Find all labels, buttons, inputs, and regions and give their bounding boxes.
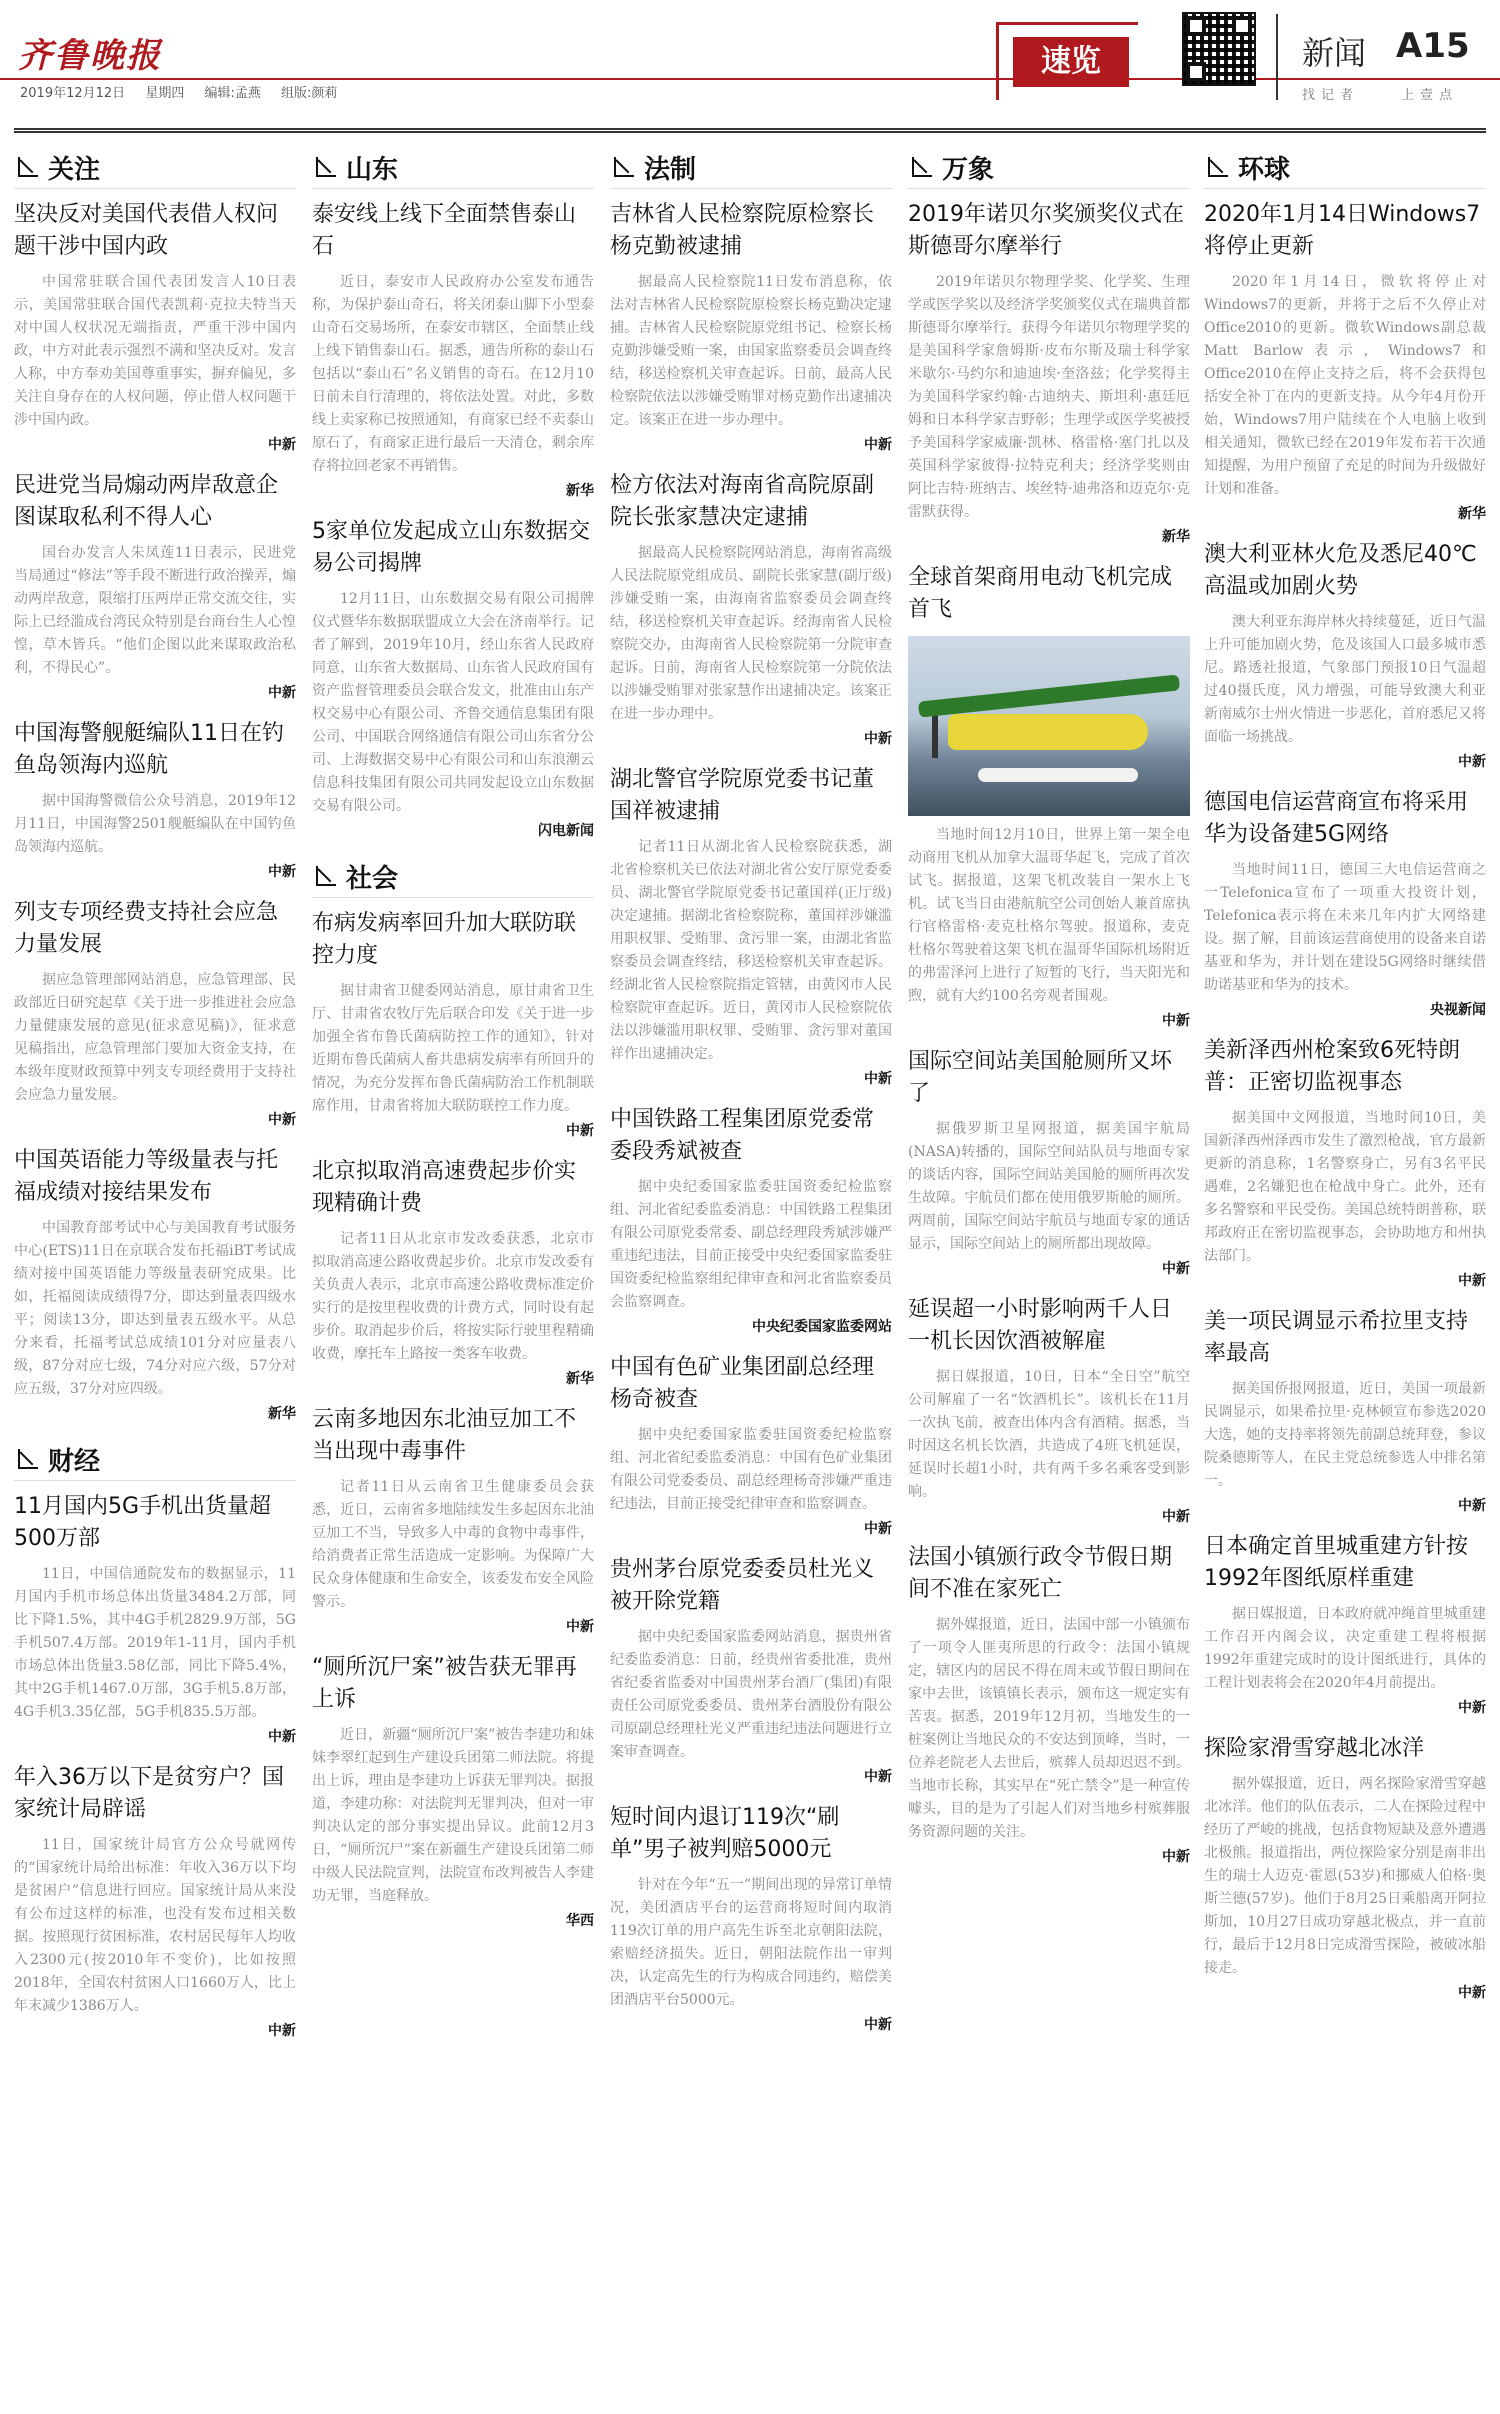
- news-article: [610, 1802, 892, 2034]
- article-body: 当地时间12月10日，世界上第一架全电动商用飞机从加拿大温哥华起飞，完成了首次试飞。据报道，这架飞机改装自一架水上飞机。试飞当日由港航航空公司创始人兼首席执行官格雷格·麦克杜格尔驾驶。报道称，麦克杜格尔驾驶着这架飞机在温哥华国际机场附近的弗雷泽河上进行了短暂的飞行，当天阳光和煦，就有大约100名旁观者围观。: [908, 827, 1190, 1004]
- column-3: [610, 147, 892, 2407]
- article-source: 中新: [1162, 1849, 1190, 1865]
- credit-shangyidian: 上壹点: [1401, 88, 1459, 103]
- article-headline[interactable]: 全球首架商用电动飞机完成首飞: [908, 565, 1173, 622]
- column-1: [14, 147, 296, 2407]
- newspaper-logo: 齐鲁晚报: [18, 36, 162, 76]
- article-headline[interactable]: 探险家滑雪穿越北冰洋: [1204, 1736, 1425, 1761]
- section-corner-icon: [312, 155, 338, 181]
- section-header: [14, 1439, 296, 1481]
- article-source: 中新: [1458, 1700, 1486, 1716]
- news-article: [312, 1156, 594, 1388]
- article-headline[interactable]: 贵州茅台原党委委员杜光义被开除党籍: [610, 1557, 875, 1614]
- article-headline[interactable]: 2019年诺贝尔奖颁奖仪式在斯德哥尔摩举行: [908, 202, 1184, 259]
- news-article: [610, 1104, 892, 1336]
- article-headline[interactable]: 中国铁路工程集团原党委常委段秀斌被查: [610, 1107, 875, 1164]
- electric-seaplane-photo: [908, 636, 1190, 816]
- header-credits: [1302, 84, 1496, 103]
- quick-read-badge: 速览: [1013, 37, 1129, 87]
- article-headline[interactable]: 吉林省人民检察院原检察长杨克勤被逮捕: [610, 202, 875, 259]
- issue-meta: [20, 82, 353, 101]
- news-article: [908, 562, 1190, 1030]
- article-source: 中新: [1458, 1273, 1486, 1289]
- news-article: [1204, 1035, 1486, 1290]
- article-source: 中新: [268, 437, 296, 453]
- news-article: [312, 908, 594, 1140]
- news-article: [312, 1404, 594, 1636]
- article-headline[interactable]: 德国电信运营商宣布将采用华为设备建5G网络: [1204, 790, 1469, 847]
- article-source: 新华: [566, 483, 594, 499]
- article-source: 新华: [566, 1371, 594, 1387]
- article-body: 据甘肃省卫健委网站消息，原甘肃省卫生厅、甘肃省农牧厅先后联合印发《关于进一步加强全省布鲁氏菌病防控工作的通知》，针对近期布鲁氏菌病人畜共患病发病率有所回升的情况，为充分发挥布鲁氏菌病防治工作机制联席作用，甘肃省将加大联防联控工作力度。: [312, 983, 594, 1114]
- section-header: [908, 147, 1190, 189]
- news-article: [610, 1554, 892, 1786]
- section-header: [610, 147, 892, 189]
- article-headline[interactable]: 民进党当局煽动两岸敌意企图谋取私利不得人心: [14, 473, 279, 530]
- article-source: 中新: [864, 731, 892, 747]
- article-headline[interactable]: 美一项民调显示希拉里支持率最高: [1204, 1309, 1469, 1366]
- article-body: 据美国侨报网报道，近日，美国一项最新民调显示，如果希拉里·克林顿宣布参选2020大选，她的支持率将领先前副总统拜登，参议院桑德斯等人，在民主党总统参选人中排名第一。: [1204, 1381, 1486, 1489]
- masthead: [0, 0, 1500, 130]
- section-corner-icon: [14, 155, 40, 181]
- news-article: [1204, 1306, 1486, 1515]
- news-article: [14, 199, 296, 454]
- article-body: 据中央纪委国家监委驻国资委纪检监察组、河北省纪委监委消息：中国有色矿业集团有限公司党委委员、副总经理杨奇涉嫌严重违纪违法，目前正接受纪律审查和监察调查。: [610, 1427, 892, 1512]
- column-2: [312, 147, 594, 2407]
- article-source: 中新: [1458, 1985, 1486, 2001]
- article-headline[interactable]: 美新泽西州枪案致6死特朗普：正密切监视事态: [1204, 1038, 1460, 1095]
- article-headline[interactable]: 坚决反对美国代表借人权问题干涉中国内政: [14, 202, 279, 259]
- article-body: 2019年诺贝尔物理学奖、化学奖、生理学或医学奖以及经济学奖颁奖仪式在瑞典首都斯德哥尔摩举行。获得今年诺贝尔物理学奖的是美国科学家詹姆斯·皮布尔斯及瑞士科学家米歇尔·马约尔和迪迪埃·奎洛兹；化学奖得主为美国科学家约翰·古迪纳夫、斯坦利·惠廷厄姆和日本科学家吉野彰；生理学或医学奖被授予美国科学家威廉·凯林、格雷格·塞门扎以及英国科学家彼得·拉特克利夫；经济学奖则由阿比吉特·班纳吉、埃丝特·迪弗洛和迈克尔·克雷默获得。: [908, 274, 1190, 520]
- article-headline[interactable]: “厕所沉尸案”被告获无罪再上诉: [312, 1655, 577, 1712]
- section-header: [312, 147, 594, 189]
- article-headline[interactable]: 中国海警舰艇编队11日在钓鱼岛领海内巡航: [14, 721, 284, 778]
- article-body: 据外媒报道，近日，两名探险家滑雪穿越北冰洋。他们的队伍表示，二人在探险过程中经历了严峻的挑战，包括食物短缺及意外遭遇北极熊。报道指出，两位探险家分别是南非出生的瑞士人迈克·霍恩(53岁)和挪威人伯格·奥斯兰德(57岁)。他们于8月25日乘船离开阿拉斯加，10月27日成功穿越北极点，并一直前行，最后于12月8日完成滑雪探险，被破冰船接走。: [1204, 1776, 1486, 1976]
- section-title: 社会: [346, 864, 399, 894]
- article-body: 11日，国家统计局官方公众号就网传的“国家统计局给出标准：年收入36万以下均是贫困户”信息进行回应。国家统计局从来没有公布过这样的标准，也没有发布过相关数据。按照现行贫困标准，农村居民每年人均收入2300元(按2010年不变价)，比如按照2018年，全国农村贫困人口1660万人，比上年末减少1386万人。: [14, 1837, 296, 2014]
- article-source: 央视新闻: [1430, 1002, 1486, 1018]
- news-article: [14, 718, 296, 881]
- section-header: [312, 856, 594, 898]
- article-headline[interactable]: 2020年1月14日Windows7将停止更新: [1204, 202, 1481, 259]
- section-title: 法制: [644, 155, 697, 185]
- news-article: [610, 764, 892, 1088]
- article-body: 据最高人民检察院11日发布消息称，依法对吉林省人民检察院原检察长杨克勤决定逮捕。吉林省人民检察院原党组书记、检察长杨克勤涉嫌受贿一案，由国家监察委员会调查终结，移送检察机关审查起诉。日前，最高人民检察院依法以涉嫌受贿罪对杨克勤作出逮捕决定。该案正在进一步办理中。: [610, 274, 892, 428]
- column-5: [1204, 147, 1486, 2407]
- article-source: 中新: [268, 2023, 296, 2039]
- news-article: [1204, 539, 1486, 771]
- article-headline[interactable]: 11月国内5G手机出货量超500万部: [14, 1494, 272, 1551]
- section-title: 关注: [48, 155, 101, 185]
- qr-code-icon[interactable]: [1182, 12, 1256, 86]
- article-headline[interactable]: 延误超一小时影响两千人日一机长因饮酒被解雇: [908, 1297, 1173, 1354]
- article-body: 据中国海警微信公众号消息，2019年12月11日，中国海警2501舰艇编队在中国钓鱼岛领海内巡航。: [14, 793, 296, 855]
- article-source: 中新: [1458, 1498, 1486, 1514]
- editor-credit: 编辑:孟燕: [204, 86, 261, 101]
- article-source: 华西: [566, 1913, 594, 1929]
- article-source: 中新: [566, 1619, 594, 1635]
- header-divider: [1276, 14, 1278, 100]
- section-label: 新闻: [1302, 34, 1367, 72]
- header-rule: [0, 78, 1500, 80]
- layout-credit: 组版:颜莉: [281, 86, 338, 101]
- article-body: 近日，泰安市人民政府办公室发布通告称，为保护泰山奇石，将关闭泰山脚下小型泰山奇石交易场所，在泰安市辖区，全面禁止线上线下销售泰山石。据悉，通告所称的泰山石包括以“泰山石”名义销售的奇石。在12月10日前未自行清理的，将依法处置。对此，多数线上卖家称已按照通知，有商家已经不卖泰山原石了，有商家正进行最后一天清仓，剩余库存将拉回老家不再销售。: [312, 274, 594, 474]
- article-headline[interactable]: 法国小镇颁行政令节假日期间不准在家死亡: [908, 1545, 1173, 1602]
- article-source: 中新: [864, 2017, 892, 2033]
- issue-weekday: 星期四: [145, 86, 185, 101]
- section-corner-icon: [14, 1447, 40, 1473]
- article-body: 据最高人民检察院网站消息，海南省高级人民法院原党组成员、副院长张家慧(副厅级)涉嫌受贿一案，由海南省监察委员会调查终结，移送检察机关审查起诉。经海南省人民检察院交办，由海南省人民检察院第一分院审查起诉。日前，海南省人民检察院第一分院依法以涉嫌受贿罪对张家慧作出逮捕决定。该案正在进一步办理中。: [610, 545, 892, 722]
- news-article: [312, 1652, 594, 1930]
- article-body: 近日，新疆“厕所沉尸案”被告李建功和妹妹李翠红起到生产建设兵团第二师法院。将提出上诉，理由是李建功上诉获无罪判决。据报道，李建功称：对法院判无罪判决，但对一审判决认定的部分事实提出异议。此前12月3日，“厕所沉尸”案在新疆生产建设兵团第二师中级人民法院宣判，法院宣布改判被告人李建功无罪，当庭释放。: [312, 1727, 594, 1904]
- article-source: 中新: [566, 1123, 594, 1139]
- news-article: [312, 516, 594, 840]
- section-header: [1204, 147, 1486, 189]
- article-source: 中新: [268, 1112, 296, 1128]
- article-source: 新华: [1162, 529, 1190, 545]
- article-headline[interactable]: 澳大利亚林火危及悉尼40℃高温或加剧火势: [1204, 542, 1477, 599]
- article-body: 12月11日，山东数据交易有限公司揭牌仪式暨华东数据联盟成立大会在济南举行。记者了解到，2019年10月，经山东省人民政府同意，山东省大数据局、山东省人民政府国有资产监督管理委员会联合发文，批准由山东产权交易中心有限公司、齐鲁交通信息集团有限公司、中国联合网络通信有限公司山东省分公司、上海数据交易中心有限公司和山东浪潮云信息科技集团有限公司共同发起设立山东数据交易有限公司。: [312, 591, 594, 814]
- article-source: 中央纪委国家监委网站: [752, 1319, 892, 1335]
- article-body: 针对在今年“五一”期间出现的异常订单情况，美团酒店平台的运营商将短时间内取消119次订单的用户高先生诉至北京朝阳法院，索赔经济损失。近日，朝阳法院作出一审判决，认定高先生的行为构成合同违约，赔偿美团酒店平台5000元。: [610, 1877, 892, 2008]
- article-source: 中新: [1162, 1509, 1190, 1525]
- article-source: 中新: [268, 685, 296, 701]
- article-headline[interactable]: 列支专项经费支持社会应急力量发展: [14, 900, 279, 957]
- article-body: 中国常驻联合国代表团发言人10日表示，美国常驻联合国代表凯莉·克拉夫特当天对中国人权状况无端指责，严重干涉中国内政，中方对此表示强烈不满和坚决反对。发言人称，中方奉劝美国尊重事实，摒弃偏见，多关注自身存在的人权问题，停止借人权问题干涉中国内政。: [14, 274, 296, 428]
- article-body: 据俄罗斯卫星网报道，据美国宇航局(NASA)转播的，国际空间站队员与地面专家的谈话内容，国际空间站美国舱的厕所再次发生故障。宇航员们都在使用俄罗斯舱的厕所。两周前，国际空间站宇航员与地面专家的通话显示，国际空间站上的厕所都出现故障。: [908, 1121, 1190, 1252]
- article-body: 据应急管理部网站消息，应急管理部、民政部近日研究起草《关于进一步推进社会应急力量健康发展的意见(征求意见稿)》，征求意见稿指出，应急管理部门要加大资金支持，在本级年度财政预算中列支专项经费用于支持社会应急力量发展。: [14, 972, 296, 1103]
- news-article: [908, 1294, 1190, 1526]
- article-body: 当地时间11日，德国三大电信运营商之一Telefonica宣布了一项重大投资计划，Telefonica表示将在未来几年内扩大网络建设。据了解，目前该运营商使用的设备来自诺基亚和华为，并计划在建设5G网络时继续借助诺基亚和华为的技术。: [1204, 862, 1486, 993]
- news-article: [14, 1762, 296, 2040]
- news-article: [610, 470, 892, 748]
- article-headline[interactable]: 日本确定首里城重建方针按1992年图纸原样重建: [1204, 1534, 1469, 1591]
- news-article: [1204, 199, 1486, 523]
- article-body: 记者11日从北京市发改委获悉，北京市拟取消高速公路收费起步价。北京市发改委有关负责人表示，北京市高速公路收费标准定价实行的是按里程收费的计费方式，同时设有起步价。取消起步价后，将按实际行驶里程精确收费，摩托车上路按一类客车收费。: [312, 1231, 594, 1362]
- article-source: 中新: [1458, 754, 1486, 770]
- news-article: [908, 199, 1190, 546]
- article-body: 11日，中国信通院发布的数据显示，11月国内手机市场总体出货量3484.2万部，同比下降1.5%，其中4G手机2829.9万部，5G手机507.4万部。2019年1-11月，国内手机市场总体出货量3.58亿部，同比下降5.4%，其中2G手机1467.0万部，3G手机5.8万部，4G手机3.35亿部，5G手机835.5万部。: [14, 1566, 296, 1720]
- article-source: 中新: [864, 437, 892, 453]
- article-body: 澳大利亚东海岸林火持续蔓延，近日气温上升可能加剧火势，危及该国人口最多城市悉尼。路透社报道，气象部门预报10日气温超过40摄氏度，风力增强，可能导致澳大利亚新南威尔士州火情进一步恶化，首府悉尼又将面临一场挑战。: [1204, 614, 1486, 745]
- article-source: 新华: [268, 1406, 296, 1422]
- news-article: [1204, 1531, 1486, 1717]
- page-number: A15: [1396, 26, 1470, 66]
- article-body: 记者11日从湖北省人民检察院获悉，湖北省检察机关已依法对湖北省公安厅原党委委员、湖北警官学院原党委书记董国祥(正厅级)决定逮捕。据湖北省检察院称，董国祥涉嫌滥用职权罪、受贿罪、贪污罪一案，由湖北省监察委员会调查终结，移送检察机关审查起诉。经湖北省人民检察院指定管辖，由黄冈市人民检察院审查起诉。近日，黄冈市人民检察院依法以涉嫌滥用职权罪、受贿罪、贪污罪对董国祥作出逮捕决定。: [610, 839, 892, 1062]
- article-source: 中新: [864, 1521, 892, 1537]
- section-title: 万象: [942, 155, 995, 185]
- article-headline[interactable]: 5家单位发起成立山东数据交易公司揭牌: [312, 519, 590, 576]
- article-headline[interactable]: 布病发病率回升加大联防联控力度: [312, 911, 577, 968]
- article-columns: [14, 128, 1486, 2408]
- article-headline[interactable]: 中国英语能力等级量表与托福成绩对接结果发布: [14, 1148, 279, 1205]
- article-headline[interactable]: 北京拟取消高速费起步价实现精确计费: [312, 1159, 577, 1216]
- section-title: 环球: [1238, 155, 1291, 185]
- section-corner-icon: [312, 864, 338, 890]
- article-body: 中国教育部考试中心与美国教育考试服务中心(ETS)11日在京联合发布托福iBT考试成绩对接中国英语能力等级量表研究成果。比如，托福阅读成绩得7分，即达到量表四级水平；阅读13分，即达到量表五级水平。从总分来看，托福考试总成绩101分对应量表八级，87分对应七级，74分对应六级，57分对应五级，37分对应四级。: [14, 1220, 296, 1397]
- article-source: 中新: [268, 1729, 296, 1745]
- section-corner-icon: [1204, 155, 1230, 181]
- article-source: 中新: [864, 1769, 892, 1785]
- article-source: 闪电新闻: [538, 823, 594, 839]
- column-4: [908, 147, 1190, 2407]
- article-source: 中新: [1162, 1261, 1190, 1277]
- article-body: 2020年1月14日，微软将停止对Windows7的更新，并将于之后不久停止对Office2010的更新。微软Windows副总裁Matt Barlow表示，Windows7和Office2010在停止支持之后，将不会获得包括安全补丁在内的更新支持。从今年4月份开始，Windows7用户陆续在个人电脑上收到相关通知，微软已经在2019年发布若干次通知提醒，为用户预留了充足的时间为升级做好计划和准备。: [1204, 274, 1486, 497]
- article-source: 新华: [1458, 506, 1486, 522]
- news-article: [14, 1145, 296, 1423]
- article-headline[interactable]: 中国有色矿业集团副总经理杨奇被查: [610, 1355, 875, 1412]
- article-headline[interactable]: 国际空间站美国舱厕所又坏了: [908, 1049, 1173, 1106]
- news-article: [14, 897, 296, 1129]
- article-headline[interactable]: 年入36万以下是贫穷户？国家统计局辟谣: [14, 1765, 284, 1822]
- article-headline[interactable]: 云南多地因东北油豆加工不当出现中毒事件: [312, 1407, 577, 1464]
- article-source: 中新: [864, 1071, 892, 1087]
- section-corner-icon: [610, 155, 636, 181]
- section-title: 山东: [346, 155, 399, 185]
- article-headline[interactable]: 湖北警官学院原党委书记董国祥被逮捕: [610, 767, 875, 824]
- issue-date: 2019年12月12日: [20, 86, 126, 101]
- article-source: 中新: [268, 864, 296, 880]
- article-body: 据中央纪委国家监委网站消息，据贵州省纪委监委消息：日前，经贵州省委批准，贵州省纪委省监委对中国贵州茅台酒厂(集团)有限责任公司原党委委员、贵州茅台酒股份有限公司原副总经理杜光义严重违纪违法问题进行立案审查调查。: [610, 1629, 892, 1760]
- news-article: [14, 470, 296, 702]
- news-article: [610, 1352, 892, 1538]
- section-header: [14, 147, 296, 189]
- quick-read-badge-frame: [996, 22, 1138, 100]
- news-article: [610, 199, 892, 454]
- news-article: [908, 1542, 1190, 1866]
- news-article: [908, 1046, 1190, 1278]
- article-body: 记者11日从云南省卫生健康委员会获悉，近日，云南省多地陆续发生多起因东北油豆加工不当，导致多人中毒的食物中毒事件，给消费者正常生活造成一定影响。为保障广大民众身体健康和生命安全，该委发布安全风险警示。: [312, 1479, 594, 1610]
- article-body: 据美国中文网报道，当地时间10日，美国新泽西州泽西市发生了激烈枪战，官方最新更新的消息称，1名警察身亡，另有3名平民遇难，2名嫌犯也在枪战中身亡。此外，还有多名警察和平民受伤。美国总统特朗普称，联邦政府正在密切监视事态，会协助地方和州执法部门。: [1204, 1110, 1486, 1264]
- news-article: [1204, 1733, 1486, 2002]
- news-article: [312, 199, 594, 500]
- article-headline[interactable]: 检方依法对海南省高院原副院长张家慧决定逮捕: [610, 473, 875, 530]
- article-body: 据日媒报道，10日，日本“全日空”航空公司解雇了一名“饮酒机长”。该机长在11月一次执飞前，被查出体内含有酒精。据悉，当时因这名机长饮酒，共造成了4班飞机延误，延误时长超1小时，共有两千多名乘客受到影响。: [908, 1369, 1190, 1500]
- article-body: 据日媒报道，日本政府就冲绳首里城重建工作召开内阁会议，决定重建工程将根据1992年重建完成时的设计图纸进行，具体的工程计划表将会在2020年4月前提出。: [1204, 1606, 1486, 1691]
- section-title: 财经: [48, 1447, 101, 1477]
- article-body: 国台办发言人朱凤莲11日表示，民进党当局通过“修法”等手段不断进行政治操弄，煽动两岸敌意，限缩打压两岸正常交流交往，实际上已经滥成台湾民众特别是台商台生人心惶惶，草木皆兵。“他们企图以此来谋取政治私利，不得民心”。: [14, 545, 296, 676]
- article-headline[interactable]: 泰安线上线下全面禁售泰山石: [312, 202, 577, 259]
- news-article: [14, 1491, 296, 1746]
- credit-find-reporter: 找记者: [1302, 88, 1360, 103]
- article-source: 中新: [1162, 1013, 1190, 1029]
- article-body: 据外媒报道，近日，法国中部一小镇颁布了一项令人匪夷所思的行政令：法国小镇规定，辖区内的居民不得在周末或节假日期间在家中去世，该镇镇长表示，颁布这一规定实有苦衷。据悉，2019年12月初，当地发生的一桩案例让当地民众的不安达到顶峰，当时，一位养老院老人去世后，殡葬人员却迟迟不到。当地市长称，其实早在“死亡禁令”是一种宣传噱头，目的是为了引起人们对当地乡村殡葬服务资源问题的关注。: [908, 1617, 1190, 1840]
- news-article: [1204, 787, 1486, 1019]
- section-corner-icon: [908, 155, 934, 181]
- article-body: 据中央纪委国家监委驻国资委纪检监察组、河北省纪委监委消息：中国铁路工程集团有限公司原党委常委、副总经理段秀斌涉嫌严重违纪违法，目前正接受中央纪委国家监委驻国资委纪检监察组纪律审查和河北省监察委员会监察调查。: [610, 1179, 892, 1310]
- article-headline[interactable]: 短时间内退订119次“刷单”男子被判赔5000元: [610, 1805, 840, 1862]
